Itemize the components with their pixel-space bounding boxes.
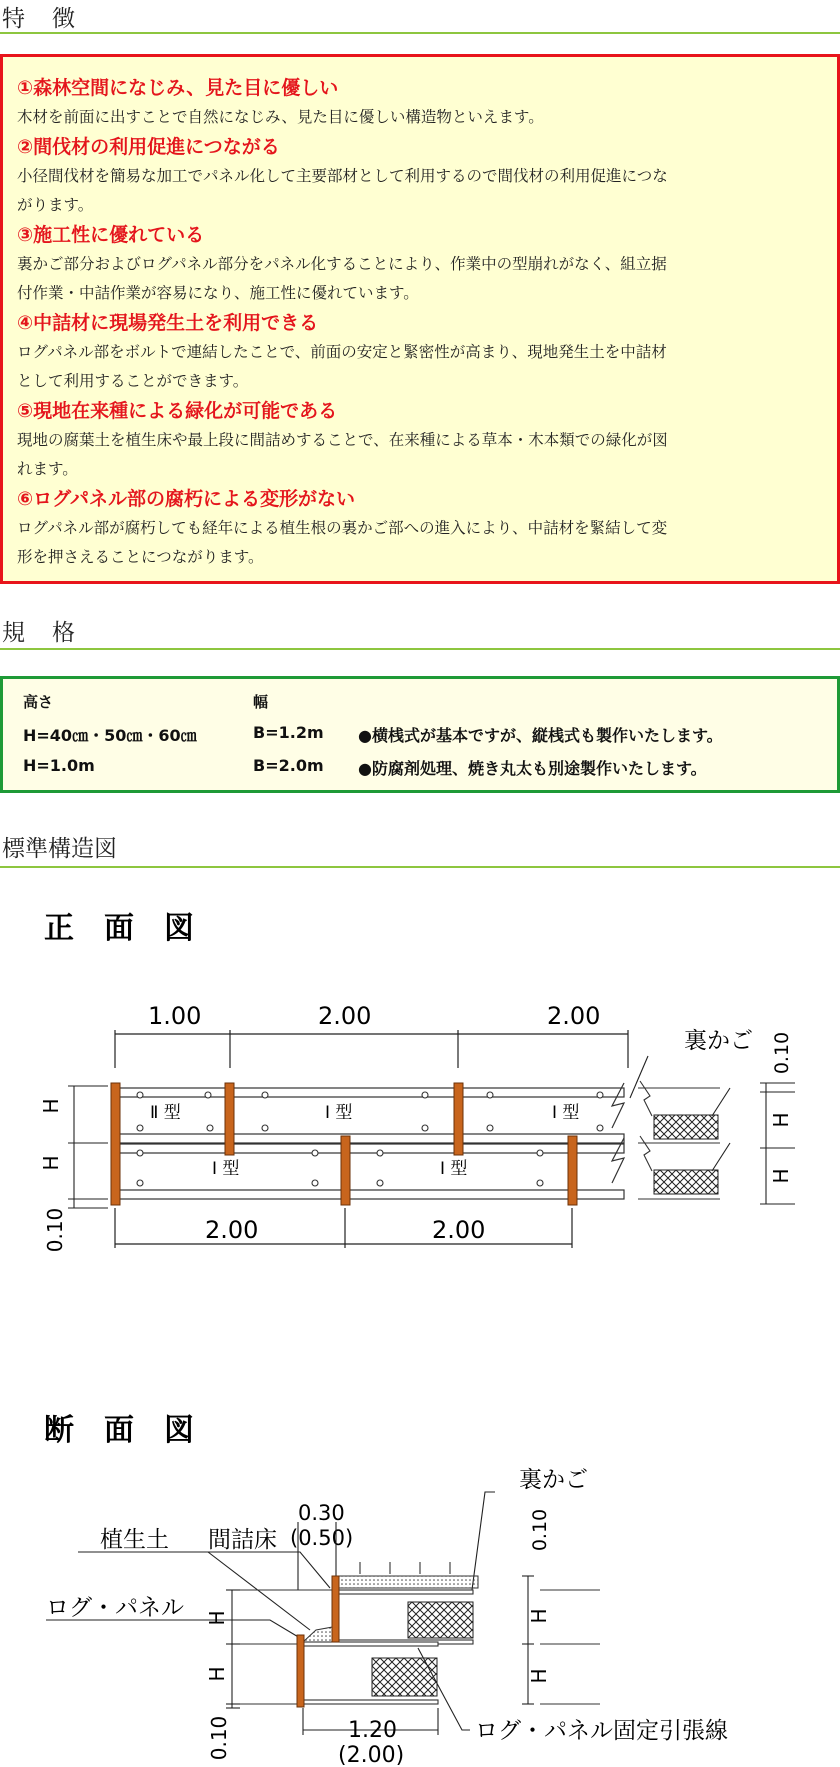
top-dim-3: 2.00 — [547, 1002, 601, 1030]
feature-text: として利用することができます。 — [17, 372, 249, 390]
section-right-h-lower: H — [527, 1668, 551, 1684]
feature-text: 木材を前面に出すことで自然になじみ、見た目に優しい構造物といえます。 — [17, 108, 544, 126]
specs-box — [0, 676, 840, 793]
spec-note-row1: ●横桟式が基本ですが、縦桟式も製作いたします。 — [358, 726, 723, 745]
specs-section-title: 規 格 — [2, 620, 77, 646]
specs-divider — [0, 648, 840, 650]
basket-label: 裏かご — [684, 1028, 753, 1054]
left-dimension-lines — [68, 1086, 108, 1208]
top-dim-1: 1.00 — [148, 1002, 202, 1030]
features-section-title: 特 徴 — [2, 6, 77, 32]
section-dim-200: (2.00) — [338, 1743, 405, 1767]
section-left-dims — [226, 1590, 240, 1708]
section-mesh-lower — [372, 1658, 437, 1696]
panel-type-lower-2: Ⅰ 型 — [440, 1159, 468, 1179]
section-right-dims — [522, 1576, 534, 1704]
front-view-title: 正 面 図 — [44, 911, 194, 946]
right-dim-h-upper: H — [769, 1112, 793, 1128]
basket-mesh-upper — [654, 1115, 718, 1139]
spec-width-row1: B=1.2m — [253, 723, 324, 742]
feature-text: 形を押さえることにつながります。 — [17, 548, 264, 566]
feature-text: がります。 — [17, 196, 94, 214]
section-view-diagram — [0, 1390, 840, 1767]
top-dim-2: 2.00 — [318, 1002, 372, 1030]
feature-item-1 — [17, 73, 823, 132]
section-dim-120: 1.20 — [348, 1718, 397, 1743]
right-dim-010: 0.10 — [771, 1031, 793, 1075]
feature-text: 小径間伐材を簡易な加工でパネル化して主要部材として利用するので間伐材の利用促進につな — [17, 167, 668, 185]
structure-section-title: 標準構造図 — [2, 836, 117, 862]
feature-title: ⑤現地在来種による緑化が可能である — [17, 400, 338, 422]
feature-text: 裏かご部分およびログパネル部分をパネル化することにより、作業中の型崩れがなく、組立据 — [17, 255, 667, 273]
feature-title: ④中詰材に現場発生土を利用できる — [17, 312, 319, 334]
feature-text: れます。 — [17, 460, 78, 478]
top-soil-layer — [338, 1576, 478, 1588]
panel-type-upper-1: Ⅱ 型 — [150, 1103, 181, 1123]
feature-item-4 — [17, 308, 823, 396]
spec-width-label: 幅 — [253, 693, 269, 711]
spec-height-row2: H=1.0m — [23, 756, 95, 775]
feature-item-2 — [17, 132, 823, 220]
feature-text: ログパネル部をボルトで連結したことで、前面の安定と緊密性が高まり、現地発生土を中詰材 — [17, 343, 667, 361]
spec-height-label: 高さ — [23, 693, 54, 711]
basket-mesh-lower — [654, 1170, 718, 1194]
left-dim-h-lower: H — [39, 1155, 63, 1171]
feature-title: ③施工性に優れている — [17, 224, 205, 246]
feature-item-3 — [17, 220, 823, 308]
bottom-dimension-lines — [115, 1208, 572, 1248]
section-basket-label: 裏かご — [519, 1467, 588, 1493]
panel-type-lower-1: Ⅰ 型 — [212, 1159, 240, 1179]
section-view-title: 断 面 図 — [44, 1413, 194, 1448]
section-left-h-lower: H — [205, 1666, 229, 1682]
section-left-010: 0.10 — [207, 1715, 231, 1761]
section-bed-label: 間詰床 — [208, 1527, 277, 1553]
spec-width-row2: B=2.0m — [253, 756, 324, 775]
right-dim-h-lower: H — [769, 1168, 793, 1184]
section-post-lower — [297, 1635, 304, 1707]
left-dim-010: 0.10 — [43, 1207, 67, 1253]
feature-title: ②間伐材の利用促進につながる — [17, 136, 280, 158]
features-divider — [0, 32, 840, 34]
section-panel-label: ログ・パネル — [46, 1595, 184, 1621]
feature-title: ⑥ログパネル部の腐朽による変形がない — [17, 488, 355, 510]
panel-rails — [112, 1088, 624, 1199]
top-dimension-lines — [115, 1030, 628, 1068]
section-soil-label: 植生土 — [100, 1527, 169, 1553]
break-lines — [612, 1083, 624, 1183]
feature-item-5 — [17, 396, 823, 484]
section-dim-050: (0.50) — [290, 1526, 354, 1550]
front-view-diagram — [0, 878, 840, 1278]
left-dim-h-upper: H — [39, 1098, 63, 1114]
panel-type-upper-3: Ⅰ 型 — [552, 1103, 580, 1123]
section-mesh-upper — [408, 1602, 473, 1638]
right-dimension-lines — [760, 1083, 795, 1204]
section-left-h-upper: H — [205, 1610, 229, 1626]
feature-text: 付作業・中詰作業が容易になり、施工性に優れています。 — [17, 284, 419, 302]
top-soil-arrows — [360, 1562, 450, 1574]
features-box — [0, 54, 840, 584]
section-post-upper — [332, 1576, 339, 1642]
feature-title: ①森林空間になじみ、見た目に優しい — [17, 77, 339, 99]
feature-text: ログパネル部が腐朽しても経年による植生根の裏かご部への進入により、中詰材を緊結して変 — [17, 519, 668, 537]
section-right-010: 0.10 — [529, 1508, 551, 1552]
section-right-h-upper: H — [527, 1608, 551, 1624]
bottom-dim-1: 2.00 — [205, 1216, 259, 1244]
spec-note-row2: ●防腐剤処理、焼き丸太も別途製作いたします。 — [358, 759, 707, 778]
feature-text: 現地の腐葉土を植生床や最上段に間詰めすることで、在来種による草本・木本類での緑化が図 — [17, 431, 668, 449]
spec-height-row1: H=40㎝・50㎝・60㎝ — [23, 726, 197, 745]
section-dim-030: 0.30 — [298, 1501, 345, 1525]
bottom-dim-2: 2.00 — [432, 1216, 486, 1244]
structure-divider — [0, 866, 840, 868]
feature-item-6 — [17, 484, 823, 572]
section-wire-label: ログ・パネル固定引張線 — [475, 1718, 728, 1744]
panel-type-upper-2: Ⅰ 型 — [325, 1103, 353, 1123]
